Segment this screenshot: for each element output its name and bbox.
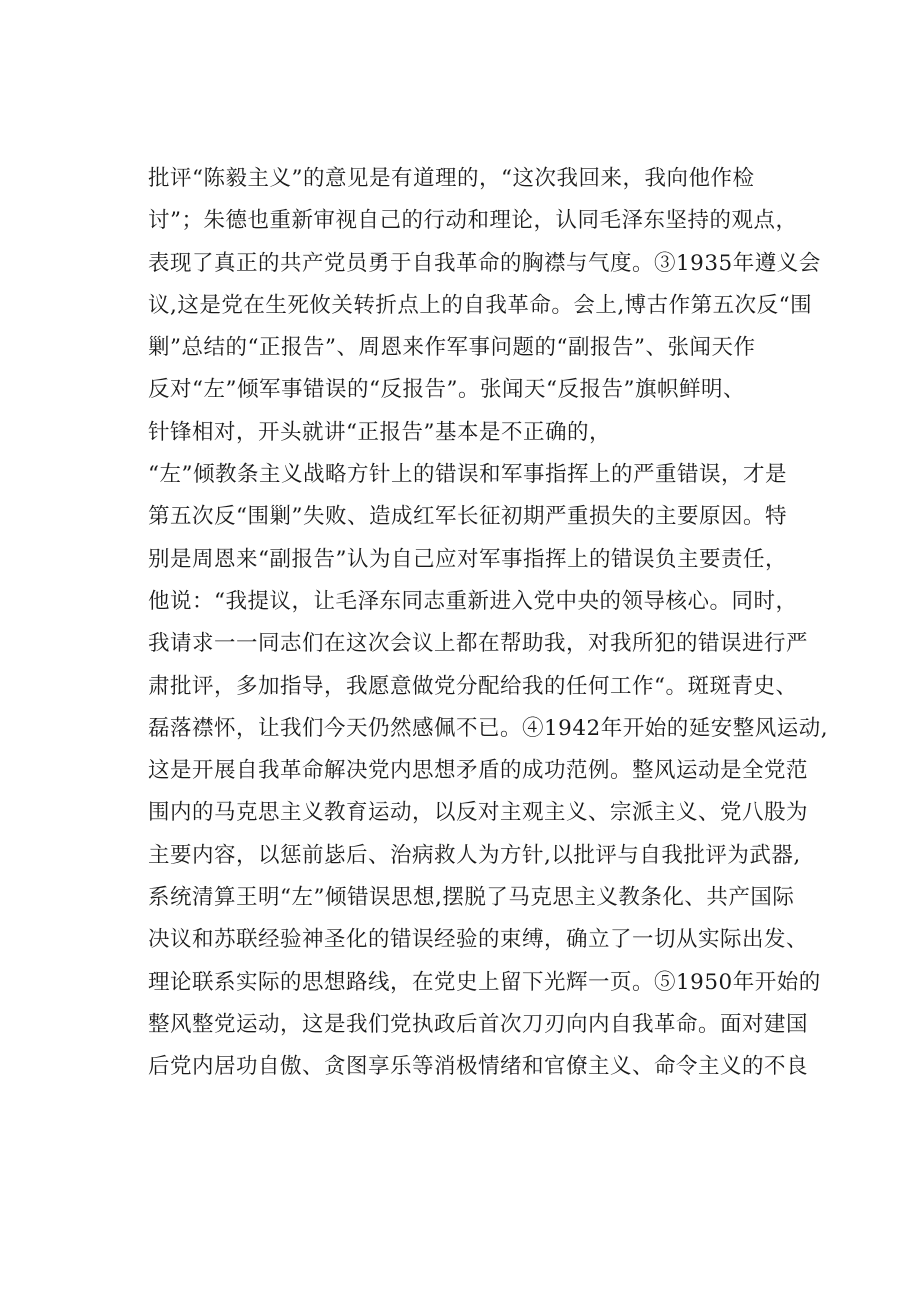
text-line: 批评“陈毅主义”的意见是有道理的，“这次我回来，我向他作检 [148,166,755,191]
text-line: 整风整党运动，这是我们党执政后首次刀刃向内自我革命。面对建国 [148,1011,809,1037]
text-line: 剿”总结的“正报告”、周恩来作军事问题的“副报告”、张闻天作 [148,335,756,361]
text-line: 讨”；朱德也重新审视自己的行动和理论，认同毛泽东坚持的观点， [148,208,798,234]
text-line: 肃批评，多加指导，我愿意做党分配给我的任何工作“。斑斑青史、 [148,673,798,699]
text-line: 针锋相对，开头就讲“正报告”基本是不正确的， [148,419,611,445]
text-line: 第五次反“围剿”失败、造成红军长征初期严重损失的主要原因。特 [148,504,787,530]
text-line: 议,这是党在生死攸关转折点上的自我革命。会上,博古作第五次反“围 [148,292,813,318]
text-line: 磊落襟怀，让我们今天仍然感佩不已。④1942年开始的延安整风运动, [148,715,829,741]
text-line: 表现了真正的共产党员勇于自我革命的胸襟与气度。③1935年遵义会 [148,250,821,276]
text-line: 理论联系实际的思想路线，在党史上留下光辉一页。⑤1950年开始的 [148,969,821,995]
text-line: 别是周恩来“副报告”认为自己应对军事指挥上的错误负主要责任， [148,546,787,572]
text-line: 围内的马克思主义教育运动，以反对主观主义、宗派主义、党八股为 [148,800,809,826]
text-line: 主要内容，以惩前毖后、治病救人为方针,以批评与自我批评为武器, [148,842,801,868]
text-line: 反对“左”倾军事错误的“反报告”。张闻天“反报告”旗帜鲜明、 [148,377,745,403]
text-line: 后党内居功自傲、贪图享乐等消极情绪和官僚主义、命令主义的不良 [148,1054,809,1080]
text-line: 这是开展自我革命解决党内思想矛盾的成功范例。整风运动是全党范 [148,758,809,784]
text-line: 系统清算王明“左”倾错误思想,摆脱了马克思主义教条化、共产国际 [148,885,795,911]
text-line: 决议和苏联经验神圣化的错误经验的束缚，确立了一切从实际出发、 [148,927,809,953]
body-text [148,158,829,1089]
text-line: 他说：“我提议，让毛泽东同志重新进入党中央的领导核心。同时， [148,588,798,614]
text-line: 我请求一一同志们在这次会议上都在帮助我，对我所犯的错误进行严 [148,631,809,657]
text-line: “左”倾教条主义战略方针上的错误和军事指挥上的严重错误，才是 [148,462,787,488]
